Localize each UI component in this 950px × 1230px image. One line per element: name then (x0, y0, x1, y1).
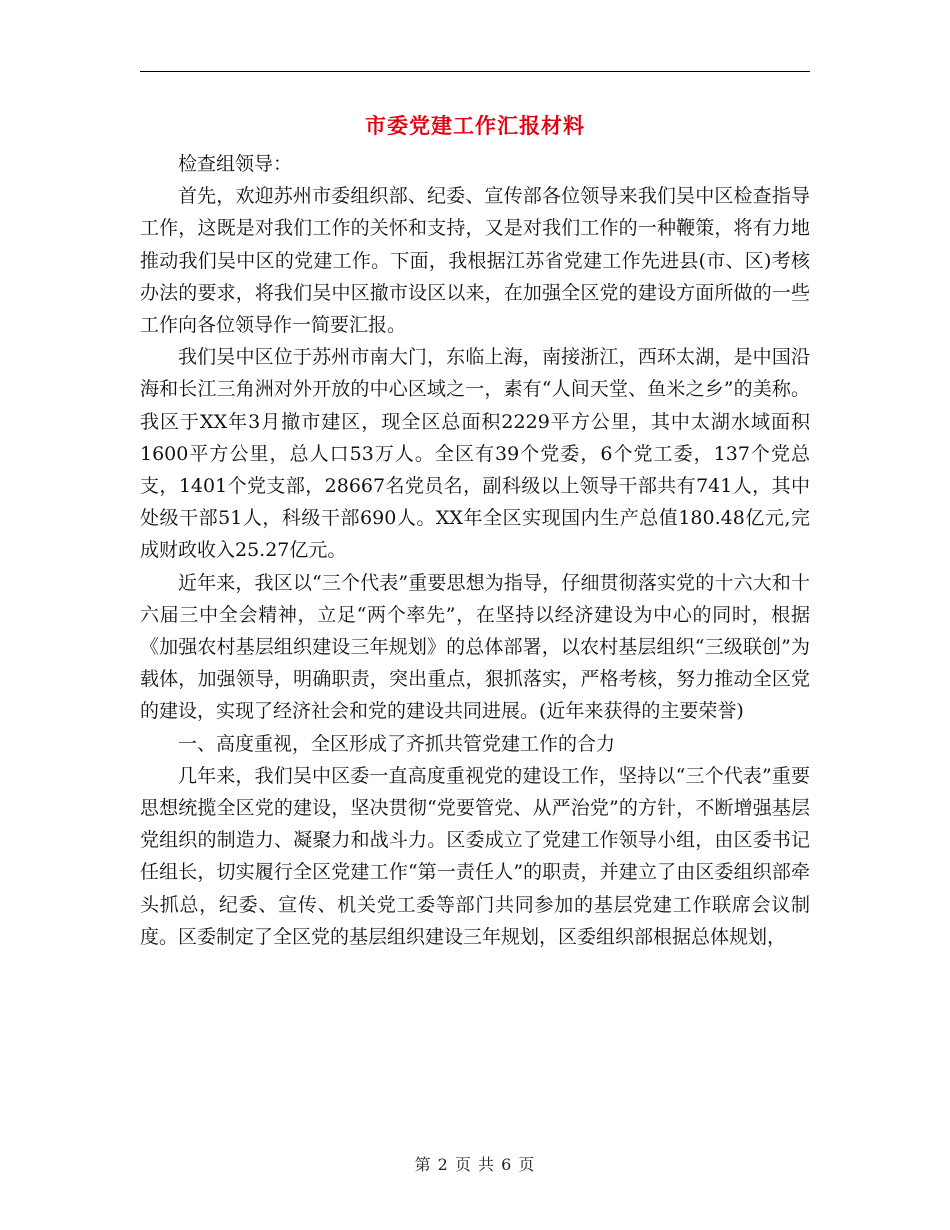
section-heading-1: 一、高度重视，全区形成了齐抓共管党建工作的合力 (178, 732, 616, 755)
recent-years-paragraph: 近年来，我区以“三个代表”重要思想为指导，仔细贯彻落实党的十六大和十六届三中全会精神，立足“两个率先”，在坚持以经济建设为中心的同时，根据《加强农村基层组织建设三年规划》的总体部署，以农村基层组织“三级联创”为载体，加强领导，明确职责，突出重点，狠抓落实，严格考核，努力推动全区党的建设，实现了经济社会和党的建设共同进展。(近年来获得的主要荣誉) (140, 571, 810, 723)
section-1-paragraph: 几年来，我们吴中区委一直高度重视党的建设工作，坚持以“三个代表”重要思想统揽全区党的建设，坚决贯彻“党要管党、从严治党”的方针，不断增强基层党组织的制造力、凝聚力和战斗力。区委成立了党建工作领导小组，由区委书记任组长，切实履行全区党建工作“第一责任人”的职责，并建立了由区委组织部牵头抓总，纪委、宣传、机关党工委等部门共同参加的基层党建工作联席会议制度。区委制定了全区党的基层组织建设三年规划，区委组织部根据总体规划， (140, 764, 810, 948)
intro-paragraph: 首先，欢迎苏州市委组织部、纪委、宣传部各位领导来我们吴中区检查指导工作，这既是对我们工作的关怀和支持，又是对我们工作的一种鞭策，将有力地推动我们吴中区的党建工作。下面，我根据江苏省党建工作先进县(市、区)考核办法的要求，将我们吴中区撤市设区以来，在加强全区党的建设方面所做的一些工作向各位领导作一简要汇报。 (140, 185, 810, 337)
page-number-footer: 第 2 页 共 6 页 (414, 1155, 536, 1174)
header-rule (140, 71, 810, 72)
document-title: 市委党建工作汇报材料 (365, 113, 585, 138)
district-overview-paragraph: 我们吴中区位于苏州市南大门，东临上海，南接浙江，西环太湖，是中国沿海和长江三角洲对外开放的中心区域之一，素有“人间天堂、鱼米之乡”的美称。我区于XX年3月撤市建区，现全区总面积2229平方公里，其中太湖水域面积1600平方公里，总人口53万人。全区有39个党委，6个党工委，137个党总支，1401个党支部，28667名党员名，副科级以上领导干部共有741人，其中处级干部51人，科级干部690人。XX年全区实现国内生产总值180.48亿元,完成财政收入25.27亿元。 (140, 346, 810, 562)
salutation-paragraph: 检查组领导： (178, 153, 293, 175)
document-body (140, 148, 810, 953)
